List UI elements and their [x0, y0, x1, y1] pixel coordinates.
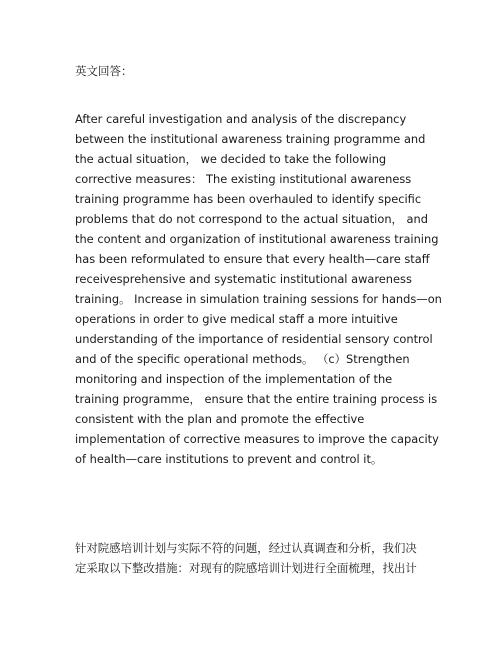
- english-line: training programme， ensure that the entire training process is: [75, 392, 438, 406]
- english-line: consistent with the plan and promote the effective: [75, 412, 365, 426]
- english-line: has been reformulated to ensure that every health—care staff: [75, 252, 430, 266]
- answer-heading: 英文回答：: [75, 64, 133, 78]
- chinese-paragraph: [75, 538, 417, 578]
- english-line: understanding of the importance of residential sensory control: [75, 332, 433, 346]
- english-line: After careful investigation and analysis of the discrepancy: [75, 112, 407, 126]
- english-line: receivesprehensive and systematic institutional awareness: [75, 272, 412, 286]
- english-line: of health—care institutions to prevent and control it。: [75, 452, 383, 466]
- english-line: and of the specific operational methods。 （c）Strengthen: [75, 352, 410, 366]
- english-line: corrective measures： The existing institutional awareness: [75, 172, 412, 186]
- english-line: monitoring and inspection of the implementation of the: [75, 372, 393, 386]
- english-paragraph: [75, 109, 442, 469]
- chinese-line: 针对院感培训计划与实际不符的问题，经过认真调查和分析，我们决: [75, 541, 417, 555]
- english-line: implementation of corrective measures to improve the capacity: [75, 432, 439, 446]
- english-line: operations in order to give medical staff a more intuitive: [75, 312, 398, 326]
- english-line: problems that do not correspond to the actual situation， and: [75, 212, 428, 226]
- english-line: training programme has been overhauled to identify specific: [75, 192, 422, 206]
- english-line: training。 Increase in simulation training sessions for hands—on: [75, 292, 442, 306]
- english-line: the actual situation， we decided to take the following: [75, 152, 387, 166]
- english-line: between the institutional awareness training programme and: [75, 132, 426, 146]
- english-line: the content and organization of institutional awareness training: [75, 232, 439, 246]
- chinese-line: 定采取以下整改措施：对现有的院感培训计划进行全面梳理，找出计: [75, 561, 417, 575]
